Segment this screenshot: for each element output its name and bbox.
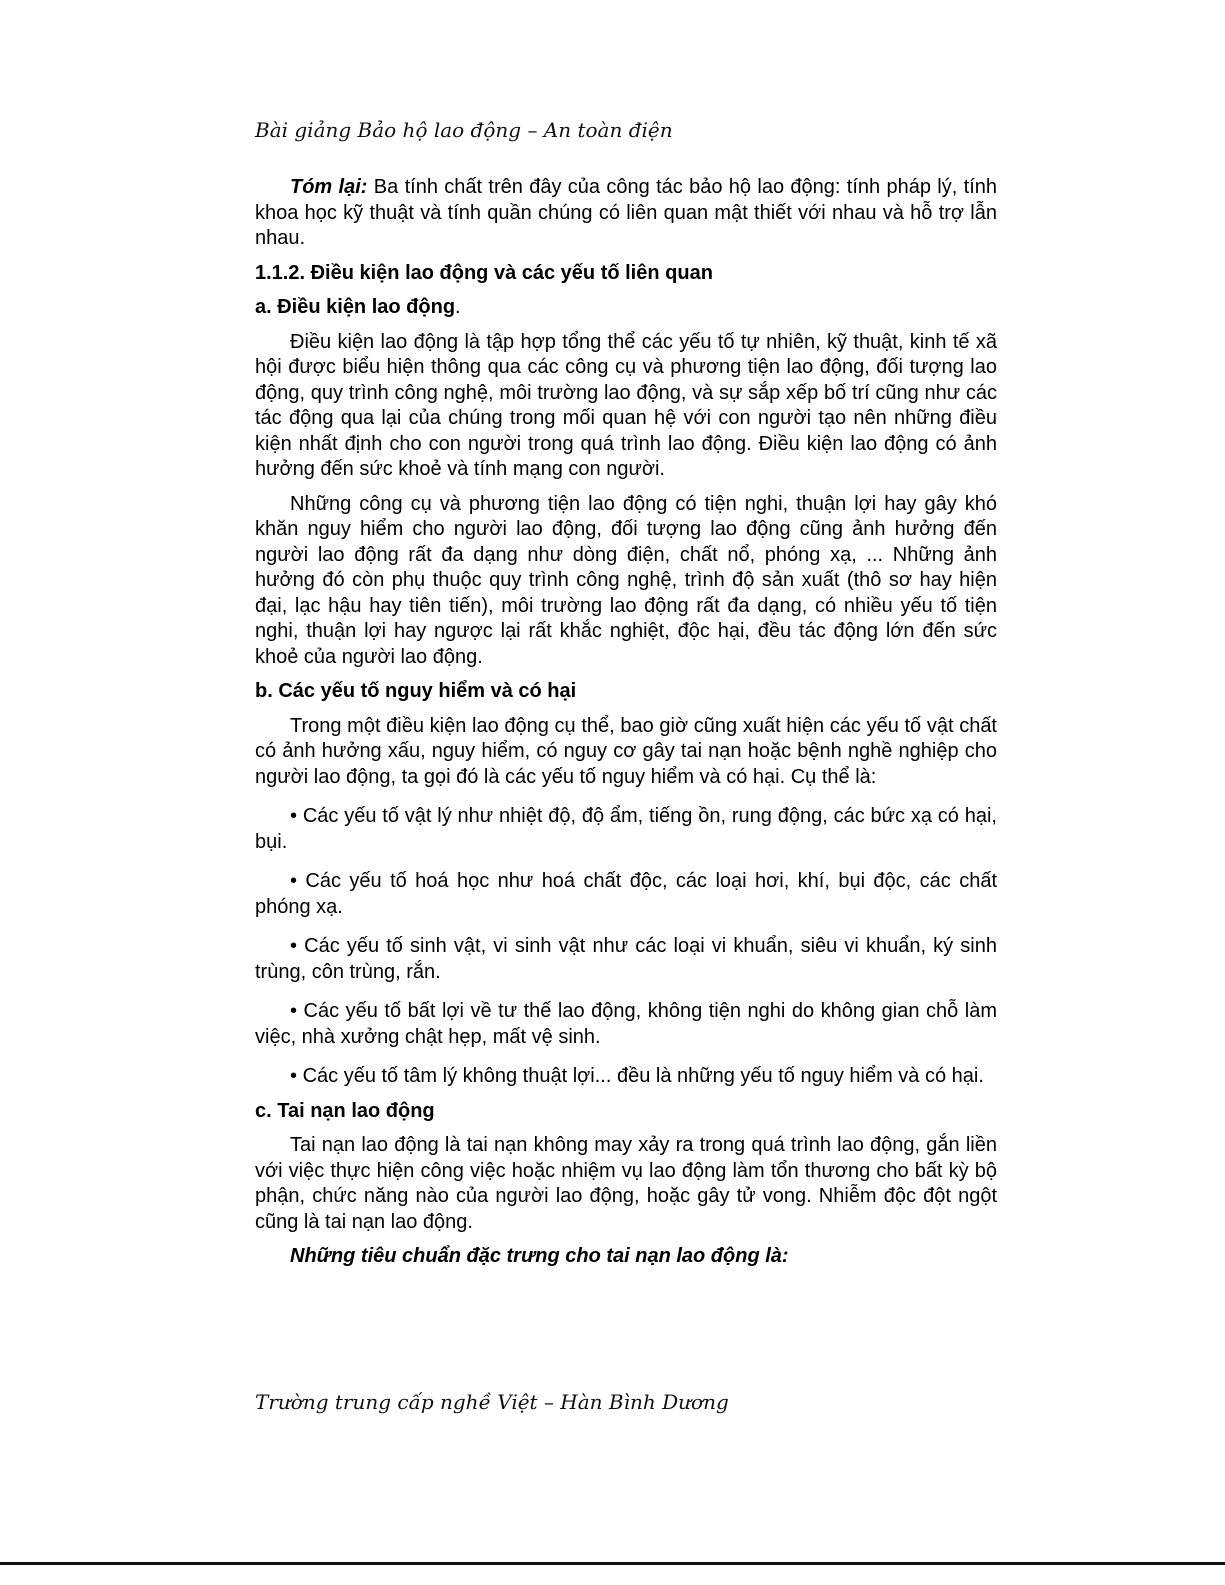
paragraph: Tai nạn lao động là tai nạn không may xảy ra trong quá trình lao động, gắn liền với việc thực hiện công việc hoặc nhiệm vụ lao động làm tổn thương cho bất kỳ bộ phận, chức năng nào của người lao động, hoặc gây tử vong. Nhiễm độc đột ngột cũng là tai nạn lao động.	[255, 1134, 997, 1233]
bullet-icon: •	[290, 805, 298, 827]
page-footer: Trường trung cấp nghề Việt – Hàn Bình Dương	[255, 1390, 729, 1414]
bullet-item	[255, 1064, 997, 1090]
subheading-a-text: a. Điều kiện lao động	[255, 296, 456, 318]
paragraph: Điều kiện lao động là tập hợp tổng thể các yếu tố tự nhiên, kỹ thuật, kinh tế xã hội được biểu hiện thông qua các công cụ và phương tiện lao động, đối tượng lao động, quy trình công nghệ, môi trường lao động, và sự sắp xếp bố trí cũng như các tác động qua lại của chúng trong mối quan hệ với con người tạo nên những điều kiện nhất định cho con người trong quá trình lao động. Điều kiện lao động có ảnh hưởng đến sức khoẻ và tính mạng con người.	[255, 330, 997, 480]
bullet-item	[255, 999, 997, 1050]
bullet-icon: •	[290, 1065, 298, 1087]
page-body	[255, 175, 997, 1279]
bullet-text: Các yếu tố sinh vật, vi sinh vật như các loại vi khuẩn, siêu vi khuẩn, ký sinh trùng, côn trùng, rắn.	[255, 935, 997, 983]
subheading-c: c. Tai nạn lao động	[255, 1099, 435, 1122]
bullet-text: Các yếu tố bất lợi về tư thế lao động, không tiện nghi do không gian chỗ làm việc, nhà xưởng chật hẹp, mất vệ sinh.	[255, 1000, 997, 1048]
paragraph: Những công cụ và phương tiện lao động có tiện nghi, thuận lợi hay gây khó khăn nguy hiểm cho người lao động, đối tượng lao động cũng ảnh hưởng đến người lao động rất đa dạng như dòng điện, chất nổ, phóng xạ, ... Những ảnh hưởng đó còn phụ thuộc quy trình công nghệ, trình độ sản xuất (thô sơ hay hiện đại, lạc hậu hay tiên tiến), môi trường lao động rất đa dạng, có nhiều yếu tố tiện nghi, thuận lợi hay ngược lại rất khắc nghiệt, độc hại, đều tác động lớn đến sức khoẻ của người lao động.	[255, 492, 997, 668]
bullet-icon: •	[290, 870, 298, 892]
bullet-text: Các yếu tố hoá học như hoá chất độc, các loại hơi, khí, bụi độc, các chất phóng xạ.	[255, 870, 997, 918]
subheading-b: b. Các yếu tố nguy hiểm và có hại	[255, 680, 577, 702]
page-header: Bài giảng Bảo hộ lao động – An toàn điện	[255, 118, 673, 142]
summary-paragraph	[255, 175, 997, 252]
paragraph: Trong một điều kiện lao động cụ thể, bao giờ cũng xuất hiện các yếu tố vật chất có ảnh hưởng xấu, nguy hiểm, có nguy cơ gây tai nạn hoặc bệnh nghề nghiệp cho người lao động, ta gọi đó là các yếu tố nguy hiểm và có hại. Cụ thể là:	[255, 714, 997, 788]
bullet-text: Các yếu tố vật lý như nhiệt độ, độ ẩm, tiếng ồn, rung động, các bức xạ có hại, bụi.	[255, 805, 997, 853]
bullet-item	[255, 804, 997, 855]
bullet-text: Các yếu tố tâm lý không thuật lợi... đều là những yếu tố nguy hiểm và có hại.	[297, 1065, 984, 1087]
criteria-heading: Những tiêu chuẩn đặc trưng cho tai nạn lao động là:	[290, 1245, 789, 1267]
bullet-item	[255, 934, 997, 985]
subheading-a	[255, 295, 997, 321]
section-heading: 1.1.2. Điều kiện lao động và các yếu tố liên quan	[255, 261, 713, 284]
bottom-divider	[0, 1562, 1225, 1565]
bullet-icon: •	[290, 935, 298, 957]
summary-lead: Tóm lại:	[290, 176, 368, 198]
summary-text: Ba tính chất trên đây của công tác bảo hộ lao động: tính pháp lý, tính khoa học kỹ thuật và tính quần chúng có liên quan mật thiết với nhau và hỗ trợ lẫn nhau.	[255, 176, 997, 249]
subheading-a-dot: .	[455, 296, 461, 318]
bullet-item	[255, 869, 997, 920]
bullet-icon: •	[290, 1000, 298, 1022]
